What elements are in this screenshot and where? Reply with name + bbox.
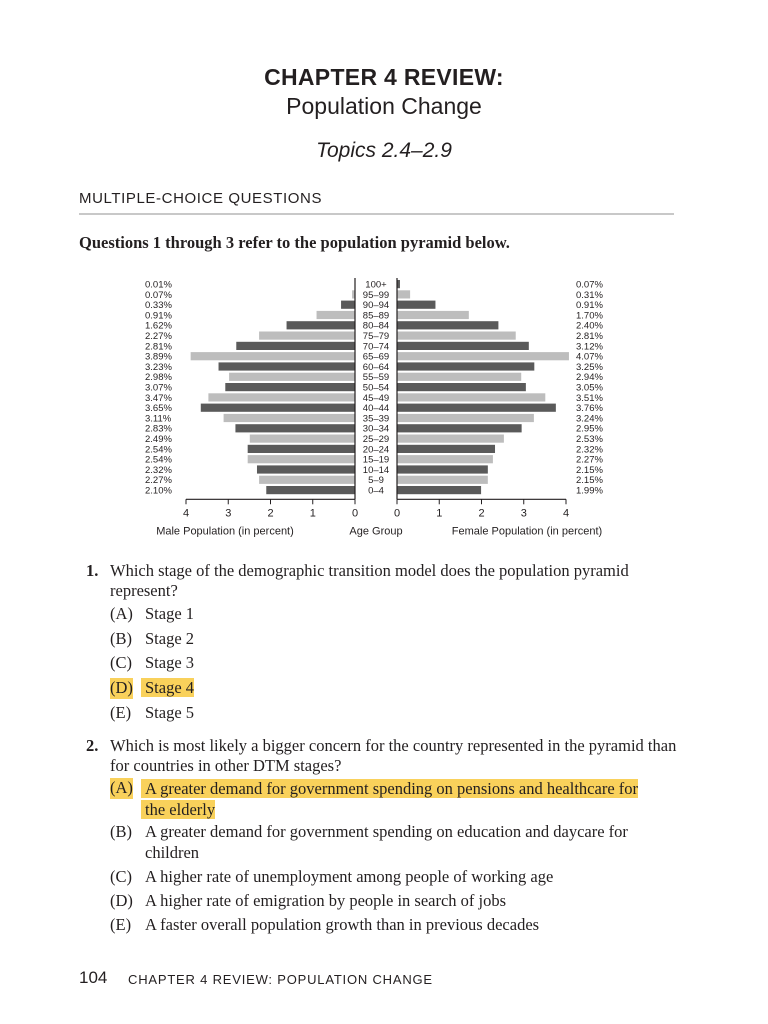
female-percent-label: 3.51%: [576, 392, 603, 404]
female-bar-15–19: [397, 455, 493, 463]
female-percent-label: 2.15%: [576, 475, 603, 487]
female-bar-20–24: [397, 445, 495, 453]
age-group-label: 40–44: [362, 403, 390, 415]
male-percent-label: 2.49%: [145, 434, 172, 445]
female-percent-label: 4.07%: [576, 351, 603, 363]
option-letter: (B): [110, 628, 132, 648]
age-group-label: 65–69: [362, 351, 390, 363]
male-bar-40–44: [201, 404, 355, 412]
female-tick-label: 4: [562, 507, 570, 520]
option-text: A higher rate of unemployment among people of working age: [145, 867, 554, 886]
female-bar-5–9: [397, 476, 488, 484]
female-bar-90–94: [397, 301, 435, 309]
female-axis-title: Female Population (in percent): [451, 525, 603, 538]
age-group-label: 5–9: [368, 475, 384, 487]
female-bar-30–34: [397, 424, 522, 432]
female-percent-label: 2.53%: [576, 434, 603, 445]
male-bar-10–14: [257, 465, 355, 473]
option-text: A faster overall population growth than in previous decades: [145, 915, 540, 934]
male-bar-85–89: [317, 311, 355, 319]
female-percent-label: 2.32%: [576, 444, 603, 456]
female-percent-label: 0.91%: [576, 300, 603, 312]
female-bar-60–64: [397, 362, 534, 370]
male-percent-label: 1.62%: [145, 320, 172, 332]
female-percent-label: 2.95%: [576, 423, 603, 435]
page-number: 104: [79, 968, 108, 987]
age-group-label: 100+: [365, 279, 387, 291]
option-letter: (E): [110, 703, 132, 722]
topics-line: Topics 2.4–2.9: [316, 139, 452, 162]
female-bar-95–99: [397, 290, 410, 298]
option-letter: (A): [110, 778, 133, 797]
female-tick-label: 1: [436, 507, 443, 520]
female-bar-65–69: [397, 352, 569, 360]
female-percent-label: 3.76%: [576, 403, 603, 415]
population-pyramid-chart: [0, 270, 768, 540]
male-percent-label: 3.89%: [145, 351, 172, 363]
male-percent-label: 0.07%: [145, 289, 172, 301]
question-2-options: [86, 778, 686, 934]
male-percent-label: 2.83%: [145, 423, 172, 435]
female-bar-10–14: [397, 465, 488, 473]
questions-intro: Questions 1 through 3 refer to the population pyramid below.: [79, 233, 510, 252]
option-letter: (D): [110, 678, 133, 697]
male-bar-5–9: [259, 476, 355, 484]
age-group-label: 35–39: [362, 413, 390, 425]
male-tick-label: 4: [182, 507, 190, 520]
age-group-label: 30–34: [362, 423, 390, 435]
male-percent-label: 2.81%: [145, 341, 172, 353]
question-number: 1.: [86, 561, 99, 580]
male-percent-label: 3.47%: [145, 392, 172, 404]
male-percent-label: 2.32%: [145, 464, 172, 476]
male-percent-label: 3.07%: [145, 382, 172, 394]
female-bar-35–39: [397, 414, 534, 422]
option-text: A higher rate of emigration by people in search of jobs: [145, 891, 507, 910]
female-percent-label: 3.24%: [576, 413, 603, 425]
age-group-label: 20–24: [362, 444, 390, 456]
section-divider: [79, 213, 674, 215]
age-group-label: 70–74: [362, 341, 390, 353]
question-number: 2.: [86, 736, 99, 755]
male-percent-label: 0.01%: [145, 279, 172, 291]
male-percent-label: 0.91%: [145, 310, 172, 322]
male-percent-label: 3.11%: [145, 413, 172, 425]
male-bar-50–54: [225, 383, 355, 391]
age-group-label: 10–14: [362, 464, 390, 476]
female-bar-40–44: [397, 404, 556, 412]
age-group-label: 80–84: [362, 320, 390, 332]
section-heading: MULTIPLE-CHOICE QUESTIONS: [79, 190, 323, 207]
male-bar-30–34: [235, 424, 355, 432]
male-percent-label: 0.33%: [145, 300, 172, 312]
option-text: A greater demand for government spending on education and daycare for children: [145, 822, 628, 862]
male-bar-35–39: [224, 414, 355, 422]
male-bar-25–29: [250, 435, 355, 443]
female-bar-80–84: [397, 321, 498, 329]
female-percent-label: 3.25%: [576, 361, 603, 373]
female-bar-55–59: [397, 373, 521, 381]
male-bar-0–4: [266, 486, 355, 494]
male-percent-label: 3.65%: [145, 403, 172, 415]
option-text: Stage 3: [145, 653, 195, 672]
female-percent-label: 1.99%: [576, 485, 603, 497]
female-percent-label: 0.31%: [576, 289, 603, 301]
option-letter: (C): [110, 653, 132, 672]
age-group-label: 85–89: [362, 310, 390, 322]
age-group-label: 50–54: [362, 382, 390, 394]
male-bar-15–19: [248, 455, 355, 463]
option-letter: (B): [110, 822, 132, 841]
male-tick-label: 3: [225, 507, 232, 520]
question-1-options: [86, 604, 686, 722]
female-percent-label: 2.81%: [576, 331, 603, 342]
male-tick-label: 2: [267, 507, 274, 520]
female-bar-45–49: [397, 393, 545, 401]
male-percent-label: 2.27%: [145, 331, 172, 342]
male-percent-label: 3.23%: [145, 361, 172, 373]
chapter-subtitle: Population Change: [286, 93, 482, 119]
male-percent-label: 2.54%: [145, 444, 172, 456]
male-tick-label: 1: [309, 507, 316, 520]
option-letter: (C): [110, 867, 132, 886]
female-bar-50–54: [397, 383, 526, 391]
male-bar-80–84: [287, 321, 355, 329]
female-bar-75–79: [397, 332, 516, 340]
female-percent-label: 2.40%: [576, 320, 603, 332]
female-percent-label: 2.94%: [576, 372, 603, 384]
age-group-label: 75–79: [362, 331, 390, 342]
age-group-label: 15–19: [362, 454, 390, 466]
option-letter: (E): [110, 915, 132, 934]
option-letter: (D): [110, 891, 133, 910]
male-percent-label: 2.98%: [145, 372, 172, 384]
female-bar-25–29: [397, 435, 504, 443]
option-text: Stage 1: [145, 604, 195, 623]
male-tick-label: 0: [351, 507, 359, 520]
male-bar-70–74: [236, 342, 355, 350]
female-bar-85–89: [397, 311, 469, 319]
male-bar-45–49: [208, 393, 355, 401]
female-tick-label: 3: [520, 507, 527, 520]
female-percent-label: 3.12%: [576, 341, 603, 353]
option-text: Stage 5: [145, 703, 195, 722]
question-text: Which stage of the demographic transition model does the population pyramid represent?: [110, 561, 629, 600]
age-axis-title: Age Group: [349, 525, 403, 538]
age-group-label: 0–4: [368, 485, 384, 497]
female-tick-label: 0: [393, 507, 401, 520]
female-bar-0–4: [397, 486, 481, 494]
age-group-label: 90–94: [362, 300, 390, 312]
age-group-label: 55–59: [362, 372, 390, 384]
male-percent-label: 2.54%: [145, 454, 172, 466]
male-bar-55–59: [229, 373, 355, 381]
age-group-label: 95–99: [362, 289, 390, 301]
age-group-label: 45–49: [362, 392, 390, 404]
running-footer-title: CHAPTER 4 REVIEW: POPULATION CHANGE: [128, 972, 433, 987]
male-bar-60–64: [219, 362, 355, 370]
male-percent-label: 2.10%: [145, 485, 172, 497]
option-text: Stage 2: [145, 628, 195, 648]
female-percent-label: 3.05%: [576, 382, 603, 394]
female-percent-label: 1.70%: [576, 310, 603, 322]
male-percent-label: 2.27%: [145, 475, 172, 487]
male-axis-title: Male Population (in percent): [156, 525, 294, 538]
female-percent-label: 0.07%: [576, 279, 603, 291]
option-text: A greater demand for government spending on pensions and healthcare for the elderly: [141, 779, 638, 819]
male-bar-65–69: [191, 352, 355, 360]
male-bar-75–79: [259, 332, 355, 340]
age-group-label: 25–29: [362, 434, 390, 445]
option-text: Stage 4: [141, 678, 194, 697]
male-bar-20–24: [248, 445, 355, 453]
female-percent-label: 2.27%: [576, 454, 603, 466]
option-letter: (A): [110, 604, 133, 623]
age-group-label: 60–64: [362, 361, 390, 373]
question-text: Which is most likely a bigger concern for the country represented in the pyramid than for countries in other DTM stages?: [110, 736, 677, 775]
male-bar-90–94: [341, 301, 355, 309]
female-tick-label: 2: [478, 507, 485, 520]
female-percent-label: 2.15%: [576, 464, 603, 476]
chapter-title: CHAPTER 4 REVIEW:: [264, 64, 504, 90]
female-bar-70–74: [397, 342, 529, 350]
